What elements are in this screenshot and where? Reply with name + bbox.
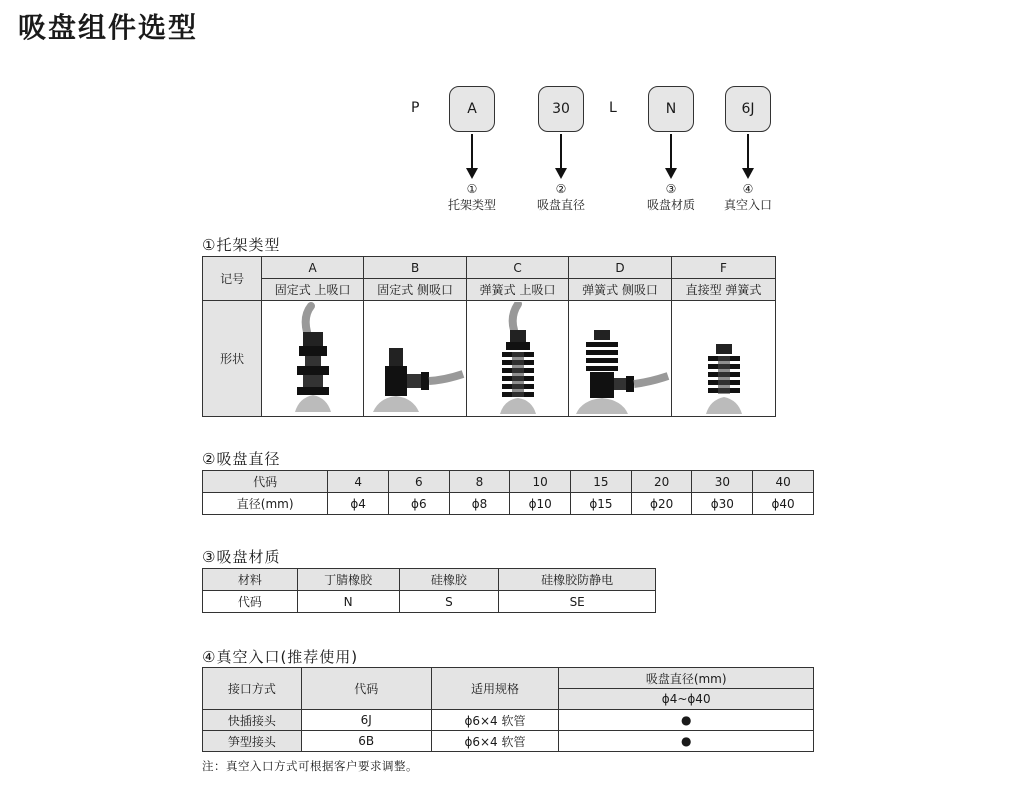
bracket-code-d: D bbox=[569, 257, 672, 279]
diameter-code-cell: 6 bbox=[388, 471, 449, 493]
vacuum-inlet-table bbox=[202, 667, 814, 752]
diameter-value-cell: ϕ15 bbox=[571, 493, 632, 515]
direct-spring-icon bbox=[672, 301, 776, 417]
bracket-desc-d: 弹簧式 侧吸口 bbox=[569, 279, 672, 301]
material-code-s: S bbox=[399, 591, 499, 613]
code-label-bracket: ① 托架类型 bbox=[447, 182, 496, 212]
material-code-label: 代码 bbox=[203, 591, 298, 613]
diameter-mm-label: 直径(mm) bbox=[203, 493, 328, 515]
diameter-code-cell: 30 bbox=[692, 471, 753, 493]
bracket-desc-b: 固定式 侧吸口 bbox=[364, 279, 467, 301]
inlet-code-6b: 6B bbox=[301, 731, 431, 752]
code-label-material: ③ 吸盘材质 bbox=[646, 182, 695, 212]
material-silicone-esd: 硅橡胶防静电 bbox=[499, 569, 656, 591]
section4-title: ④真空入口(推荐使用) bbox=[202, 648, 359, 666]
inlet-mark-6b: ● bbox=[559, 731, 814, 752]
inlet-spec-6j: ϕ6×4 软管 bbox=[431, 710, 559, 731]
code-letter-l: L bbox=[609, 100, 617, 116]
diameter-code-cell: 20 bbox=[631, 471, 692, 493]
bracket-code-a: A bbox=[262, 257, 364, 279]
material-code-n: N bbox=[297, 591, 399, 613]
bracket-code-f: F bbox=[672, 257, 776, 279]
inlet-spec-header: 适用规格 bbox=[431, 668, 559, 710]
fixed-top-port-icon bbox=[262, 301, 364, 417]
row-label-shape: 形状 bbox=[203, 301, 262, 417]
diameter-code-cell: 10 bbox=[510, 471, 571, 493]
material-code-se: SE bbox=[499, 591, 656, 613]
bracket-desc-c: 弹簧式 上吸口 bbox=[467, 279, 569, 301]
material-table bbox=[202, 568, 656, 613]
diameter-code-cell: 40 bbox=[753, 471, 814, 493]
bracket-code-c: C bbox=[467, 257, 569, 279]
inlet-diameter-header: 吸盘直径(mm) bbox=[559, 668, 814, 689]
code-label-inlet: ④ 真空入口 bbox=[723, 182, 772, 212]
inlet-code-6j: 6J bbox=[301, 710, 431, 731]
bracket-code-b: B bbox=[364, 257, 467, 279]
fixed-side-port-icon bbox=[364, 301, 467, 417]
diameter-table bbox=[202, 470, 814, 515]
bracket-desc-f: 直接型 弹簧式 bbox=[672, 279, 776, 301]
diameter-value-cell: ϕ6 bbox=[388, 493, 449, 515]
diameter-value-cell: ϕ20 bbox=[631, 493, 692, 515]
bracket-desc-a: 固定式 上吸口 bbox=[262, 279, 364, 301]
diameter-code-cell: 4 bbox=[328, 471, 389, 493]
code-label-diameter: ② 吸盘直径 bbox=[536, 182, 585, 212]
page-title: 吸盘组件选型 bbox=[18, 11, 199, 44]
material-nbr: 丁腈橡胶 bbox=[297, 569, 399, 591]
material-silicone: 硅橡胶 bbox=[399, 569, 499, 591]
inlet-code-header: 代码 bbox=[301, 668, 431, 710]
inlet-type-barb: 笋型接头 bbox=[203, 731, 302, 752]
spring-side-port-icon bbox=[569, 301, 672, 417]
footnote: 注：真空入口方式可根据客户要求调整。 bbox=[202, 759, 418, 773]
inlet-diameter-range: ϕ4~ϕ40 bbox=[559, 689, 814, 710]
diameter-value-cell: ϕ30 bbox=[692, 493, 753, 515]
code-box-inlet: 6J bbox=[725, 86, 771, 132]
code-box-material: N bbox=[648, 86, 694, 132]
material-header: 材料 bbox=[203, 569, 298, 591]
diameter-code-cell: 8 bbox=[449, 471, 510, 493]
diameter-value-cell: ϕ4 bbox=[328, 493, 389, 515]
code-letter-p: P bbox=[411, 100, 420, 116]
row-label-code: 记号 bbox=[203, 257, 262, 301]
diameter-code-label: 代码 bbox=[203, 471, 328, 493]
inlet-mark-6j: ● bbox=[559, 710, 814, 731]
inlet-type-header: 接口方式 bbox=[203, 668, 302, 710]
section2-title: ②吸盘直径 bbox=[202, 450, 281, 468]
spring-top-port-icon bbox=[467, 301, 569, 417]
diameter-code-cell: 15 bbox=[571, 471, 632, 493]
diameter-value-cell: ϕ40 bbox=[753, 493, 814, 515]
code-box-diameter: 30 bbox=[538, 86, 584, 132]
inlet-type-quick: 快插接头 bbox=[203, 710, 302, 731]
section1-title: ①托架类型 bbox=[202, 236, 281, 254]
code-box-bracket: A bbox=[449, 86, 495, 132]
inlet-spec-6b: ϕ6×4 软管 bbox=[431, 731, 559, 752]
bracket-type-table bbox=[202, 256, 776, 417]
diameter-value-cell: ϕ10 bbox=[510, 493, 571, 515]
section3-title: ③吸盘材质 bbox=[202, 548, 281, 566]
diameter-value-cell: ϕ8 bbox=[449, 493, 510, 515]
